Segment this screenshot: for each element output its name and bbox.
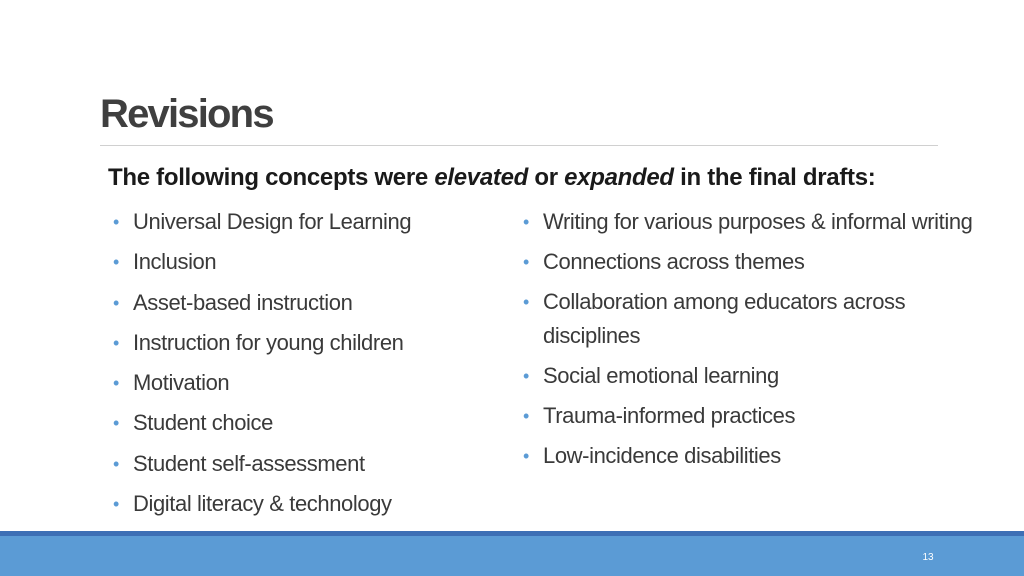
bullet-icon: • bbox=[113, 252, 119, 273]
bullet-icon: • bbox=[113, 494, 119, 515]
intro-emphasis-expanded: expanded bbox=[564, 164, 674, 191]
bullet-icon: • bbox=[523, 252, 529, 272]
bullet-icon: • bbox=[523, 406, 529, 426]
list-item-text: Student choice bbox=[133, 410, 273, 436]
list-item-text: Instruction for young children bbox=[133, 329, 404, 355]
list-item bbox=[523, 205, 983, 239]
bullet-icon: • bbox=[523, 212, 529, 232]
bullet-icon: • bbox=[113, 373, 119, 394]
intro-text-1: The following concepts were bbox=[108, 164, 435, 191]
list-item bbox=[113, 366, 503, 400]
list-item-text: Low-incidence disabilities bbox=[543, 443, 781, 468]
list-item-text: Trauma-informed practices bbox=[543, 403, 796, 428]
list-item-text: Social emotional learning bbox=[543, 363, 779, 388]
list-item-text: Inclusion bbox=[133, 249, 217, 275]
bullet-icon: • bbox=[113, 413, 119, 434]
slide-title: Revisions bbox=[100, 92, 273, 136]
list-item bbox=[523, 285, 983, 353]
list-item bbox=[113, 447, 503, 481]
bullet-icon: • bbox=[523, 366, 529, 386]
intro-sentence bbox=[108, 161, 875, 195]
right-bullet-list bbox=[523, 205, 983, 479]
bullet-icon: • bbox=[113, 453, 119, 474]
bullet-icon: • bbox=[523, 292, 529, 312]
list-item bbox=[523, 245, 983, 279]
footer-bar bbox=[0, 536, 1024, 576]
list-item bbox=[523, 439, 983, 473]
bullet-icon: • bbox=[523, 446, 529, 466]
list-item-text: Universal Design for Learning bbox=[133, 209, 412, 234]
intro-text-2: or bbox=[527, 164, 565, 191]
list-item-text: Digital literacy & technology bbox=[133, 491, 392, 517]
left-bullet-list bbox=[113, 205, 503, 527]
page-number: 13 bbox=[922, 552, 934, 563]
bullet-icon: • bbox=[113, 292, 119, 313]
list-item bbox=[113, 406, 503, 440]
list-item-text: Connections across themes bbox=[543, 249, 805, 274]
list-item-text: Motivation bbox=[133, 370, 230, 396]
list-item-text: Writing for various purposes & informal writing bbox=[543, 209, 973, 234]
list-item bbox=[523, 359, 983, 393]
list-item bbox=[113, 487, 503, 521]
list-item bbox=[113, 326, 503, 360]
list-item-text: Student self-assessment bbox=[133, 450, 365, 476]
intro-emphasis-elevated: elevated bbox=[434, 164, 528, 191]
list-item-text: Collaboration among educators across disciplines bbox=[543, 289, 906, 348]
list-item bbox=[113, 286, 503, 320]
list-item bbox=[523, 399, 983, 433]
list-item bbox=[113, 205, 503, 239]
intro-text-3: in the final drafts: bbox=[673, 164, 876, 191]
title-divider bbox=[100, 145, 938, 146]
bullet-icon: • bbox=[113, 332, 119, 353]
list-item-text: Asset-based instruction bbox=[133, 289, 353, 315]
list-item bbox=[113, 245, 503, 279]
bullet-icon: • bbox=[113, 212, 119, 232]
